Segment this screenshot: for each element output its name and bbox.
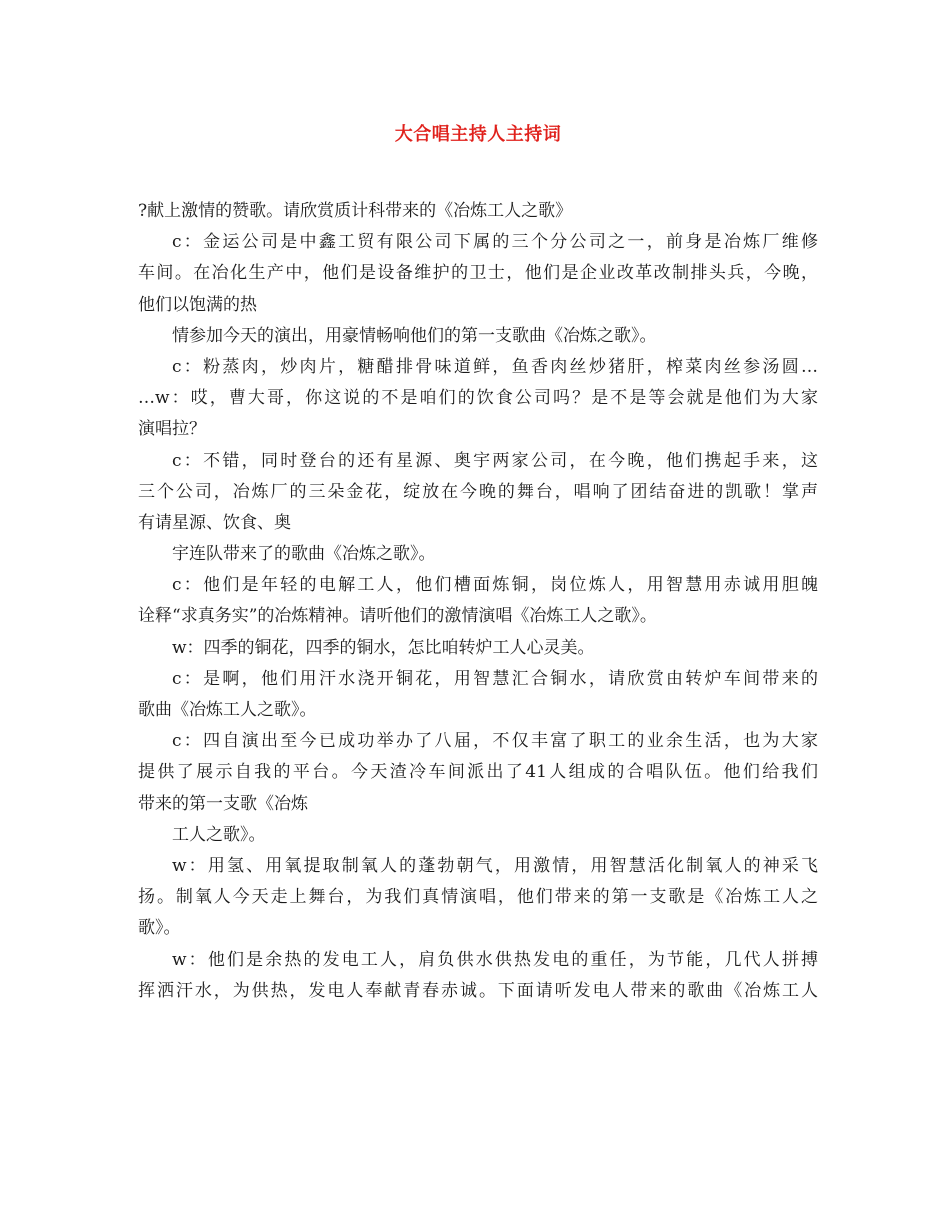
text-line: 他们以饱满的热 [138, 294, 257, 315]
text-line: 挥洒汗水，为供热，发电人奉献青春赤诚。下面请听发电人带来的歌曲《冶炼工人 [138, 980, 818, 1001]
text-line: c：金运公司是中鑫工贸有限公司下属的三个分公司之一，前身是冶炼厂维修 [172, 232, 818, 253]
text-line: …w：哎，曹大哥，你这说的不是咱们的饮食公司吗？是不是等会就是他们为大家 [138, 388, 818, 409]
text-line: 演唱拉？ [138, 419, 206, 440]
text-line: c：他们是年轻的电解工人，他们槽面炼铜，岗位炼人，用智慧用赤诚用胆魄 [172, 575, 818, 596]
text-line: w：他们是余热的发电工人，肩负供水供热发电的重任，为节能，几代人拼搏 [172, 949, 818, 970]
text-line: w：四季的铜花，四季的铜水，怎比咱转炉工人心灵美。 [172, 637, 595, 658]
text-line: 扬。制氧人今天走上舞台，为我们真情演唱，他们带来的第一支歌是《冶炼工人之 [138, 887, 818, 908]
text-line: c：粉蒸肉，炒肉片，糖醋排骨味道鲜，鱼香肉丝炒猪肝，榨菜肉丝参汤圆… [172, 356, 818, 377]
text-line: 有请星源、饮食、奥 [138, 512, 291, 533]
document-title: 大合唱主持人主持词 [394, 124, 562, 145]
text-line: 车间。在冶化生产中，他们是设备维护的卫士，他们是企业改革改制排头兵，今晚， [138, 263, 818, 284]
text-line: w：用氢、用氧提取制氧人的蓬勃朝气，用激情，用智慧活化制氧人的神采飞 [172, 855, 818, 876]
text-line: 情参加今天的演出，用豪情畅响他们的第一支歌曲《冶炼之歌》。 [172, 325, 657, 346]
text-line: 工人之歌》。 [172, 824, 266, 845]
document-page [138, 120, 818, 1007]
document-body [138, 196, 818, 1007]
text-line: c：不错，同时登台的还有星源、奥宇两家公司，在今晚，他们携起手来，这 [172, 450, 818, 471]
text-line: c：是啊，他们用汗水浇开铜花，用智慧汇合铜水，请欣赏由转炉车间带来的 [172, 668, 818, 689]
text-line: 诠释“求真务实”的冶炼精神。请听他们的激情演唱《冶炼工人之歌》。 [138, 606, 657, 627]
text-line: 带来的第一支歌《冶炼 [138, 793, 308, 814]
text-line: 三个公司，冶炼厂的三朵金花，绽放在今晚的舞台，唱响了团结奋进的凯歌！掌声 [138, 481, 818, 502]
text-line: ?献上激情的赞歌。请欣赏质计科带来的《冶炼工人之歌》 [138, 201, 573, 221]
text-line: c：四自演出至今已成功举办了八届，不仅丰富了职工的业余生活，也为大家 [172, 731, 818, 752]
text-line: 歌》。 [138, 918, 181, 939]
text-line: 歌曲《冶炼工人之歌》。 [138, 700, 317, 720]
text-line: 提供了展示自我的平台。今天渣冷车间派出了41人组成的合唱队伍。他们给我们 [138, 762, 818, 783]
text-line: 宇连队带来了的歌曲《冶炼之歌》。 [172, 544, 436, 565]
